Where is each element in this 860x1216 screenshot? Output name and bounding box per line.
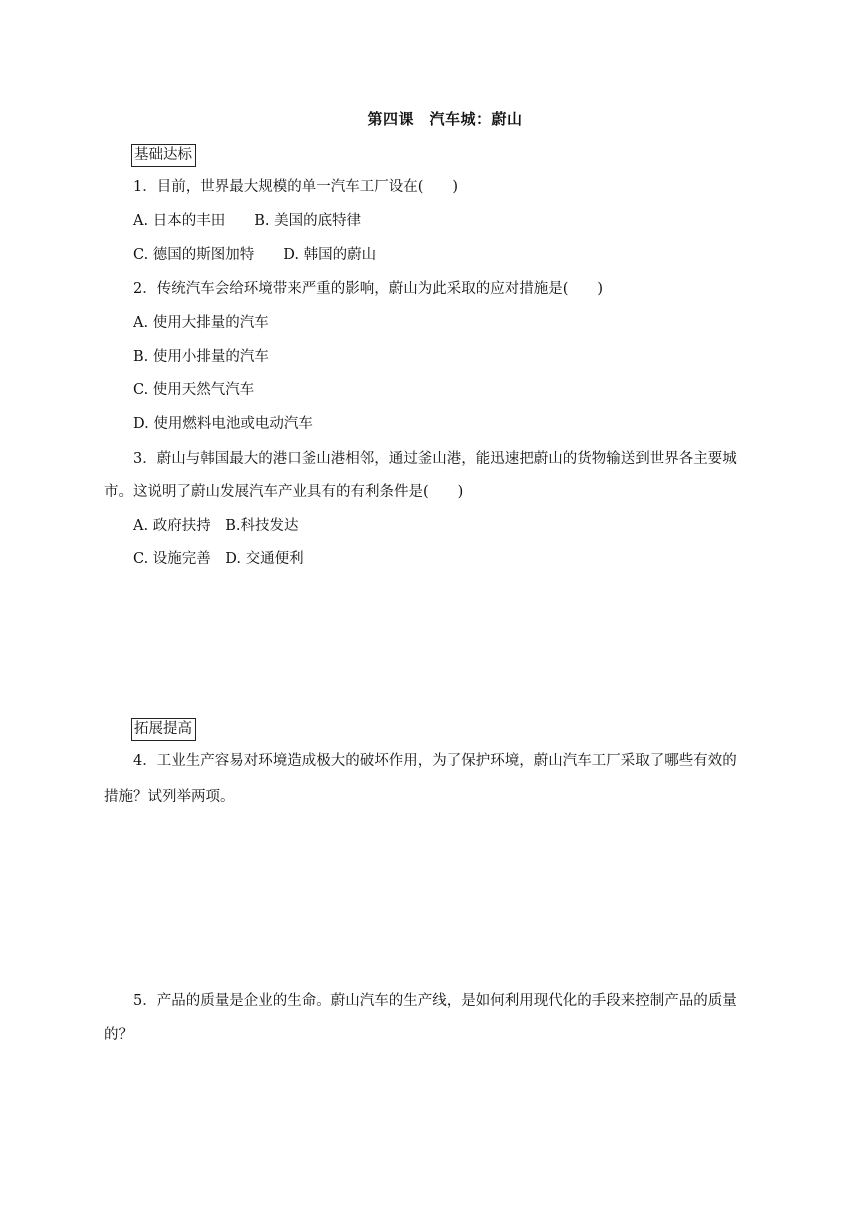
question-2-option-b: B. 使用小排量的汽车 bbox=[133, 349, 269, 365]
question-5-stem-line-1: 5．产品的质量是企业的生命。蔚山汽车的生产线，是如何利用现代化的手段来控制产品的质量 bbox=[133, 993, 737, 1009]
question-2-option-a: A. 使用大排量的汽车 bbox=[133, 315, 269, 331]
question-2-option-d: D. 使用燃料电池或电动汽车 bbox=[133, 416, 313, 432]
question-2-option-c: C. 使用天然气汽车 bbox=[133, 382, 255, 398]
question-4-stem-line-1: 4．工业生产容易对环境造成极大的破坏作用，为了保护环境，蔚山汽车工厂采取了哪些有效的 bbox=[133, 753, 737, 769]
question-5-stem-line-2: 的？ bbox=[104, 1027, 133, 1043]
section-label-advanced: 拓展提高 bbox=[131, 718, 196, 741]
page-title: 第四课 汽车城：蔚山 bbox=[367, 110, 523, 128]
question-4-stem-line-2: 措施？试列举两项。 bbox=[104, 789, 235, 805]
question-3-options-ab: A. 政府扶持 B.科技发达 bbox=[133, 518, 299, 534]
section-label-basic: 基础达标 bbox=[131, 144, 196, 167]
question-3-stem-line-1: 3．蔚山与韩国最大的港口釜山港相邻，通过釜山港，能迅速把蔚山的货物输送到世界各主要城 bbox=[133, 451, 737, 467]
question-1-options-ab: A. 日本的丰田 B. 美国的底特律 bbox=[133, 213, 362, 229]
question-3-options-cd: C. 设施完善 D. 交通便利 bbox=[133, 551, 304, 567]
question-1-stem: 1．目前，世界最大规模的单一汽车工厂设在( ) bbox=[133, 179, 459, 195]
question-2-stem: 2．传统汽车会给环境带来严重的影响，蔚山为此采取的应对措施是( ) bbox=[133, 281, 604, 297]
question-1-options-cd: C. 德国的斯图加特 D. 韩国的蔚山 bbox=[133, 247, 377, 263]
question-3-stem-line-2: 市。这说明了蔚山发展汽车产业具有的有利条件是( ) bbox=[104, 484, 464, 500]
